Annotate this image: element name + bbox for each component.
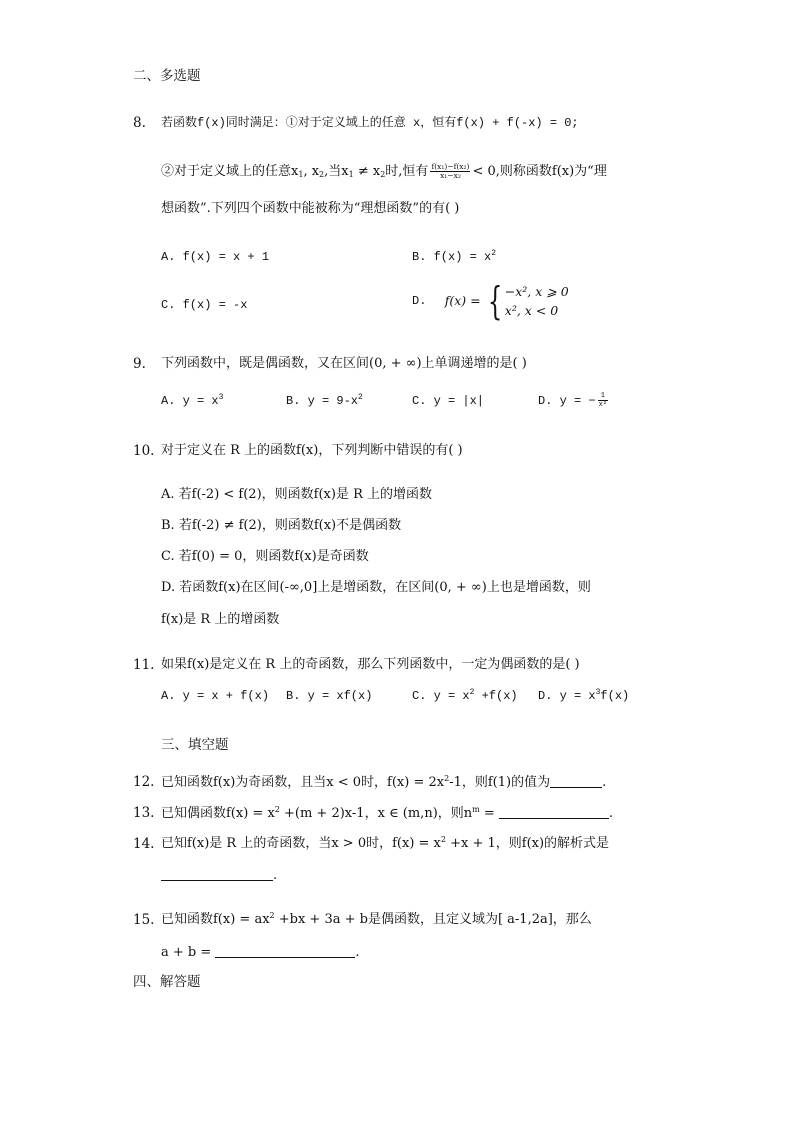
question-8-option-b[interactable]: [412, 248, 496, 266]
question-number-9: 9.: [133, 356, 146, 372]
question-11-option-a[interactable]: A. y = x + f(x): [161, 689, 270, 703]
q11-option-c-sup: 2: [469, 688, 475, 697]
q12-end: .: [602, 775, 607, 790]
question-number-14: 14.: [133, 836, 155, 852]
q8-option-b-text: B. f(x) = x: [412, 250, 492, 264]
piecewise-lhs: f(x) =: [444, 293, 481, 308]
question-8-option-d[interactable]: [412, 279, 569, 323]
left-brace-icon: {: [487, 279, 502, 323]
piecewise-case-2: x², x < 0: [504, 303, 559, 318]
question-9-option-d[interactable]: [538, 392, 610, 410]
question-11-option-c[interactable]: [412, 687, 518, 705]
q8-text-b: , x: [303, 164, 320, 179]
q9-option-b-sup: 2: [358, 393, 363, 402]
question-9-option-b[interactable]: [286, 392, 363, 410]
q11-option-c-text: C. y = x: [412, 689, 470, 703]
question-8-line-1-text: 若函数f(x)同时满足：①对于定义域上的任意 x，恒有f(x) + f(-x) = 0;: [161, 116, 579, 130]
question-9-stem: 下列函数中，既是偶函数，又在区间(0, + ∞)上单调递增的是( ): [161, 356, 527, 371]
answer-blank-15[interactable]: [215, 943, 355, 958]
q8-text-e: 时,恒有: [385, 164, 429, 179]
q14-text-a: 已知f(x)是 R 上的奇函数，当x > 0时，f(x) = x: [161, 836, 441, 851]
q8-sub-4: 2: [380, 170, 386, 179]
section-heading-multiple-choice: 二、多选题: [133, 68, 201, 84]
q8-option-b-sup: 2: [491, 249, 497, 258]
q11-option-d-text: D. y = x: [538, 689, 596, 703]
question-number-10: 10.: [133, 443, 155, 459]
question-number-15: 15.: [133, 912, 155, 928]
question-12-text: [161, 773, 606, 792]
question-8-line-3: 想函数”.下列四个函数中能被称为“理想函数”的有( ): [161, 201, 460, 216]
q8-sub-2: 2: [319, 170, 325, 179]
q9-option-d-numerator: 1: [598, 392, 608, 401]
q8-sub-3: 1: [348, 170, 354, 179]
question-number-8: 8.: [133, 115, 146, 131]
question-11-option-d[interactable]: [538, 687, 629, 705]
section-heading-solutions: 四、解答题: [133, 974, 201, 990]
question-15-answer-line: [161, 943, 360, 962]
q11-option-c-tail: +f(x): [474, 689, 518, 703]
q9-option-d-fraction: [598, 392, 608, 409]
q13-text-a: 已知偶函数f(x) = x: [161, 806, 275, 821]
q14-sup: 2: [440, 835, 446, 844]
question-14-answer-line: [161, 866, 277, 885]
q13-end: .: [608, 806, 614, 821]
question-10-option-d-line-1[interactable]: D. 若函数f(x)在区间(-∞,0]上是增函数，在区间(0, + ∞)上也是增函数，则: [161, 580, 591, 595]
question-8-option-c[interactable]: C. f(x) = -x: [161, 298, 248, 312]
q15-text-c: a + b =: [161, 945, 216, 960]
q9-option-d-text: D. y = −: [538, 394, 596, 408]
question-9-option-a[interactable]: [161, 392, 223, 410]
q9-option-a-sup: 3: [218, 393, 224, 402]
q13-text-b: +(m + 2)x-1，x ∈ (m,n)，则n: [279, 806, 473, 821]
question-number-11: 11.: [133, 657, 155, 673]
q13-sup-m: m: [472, 805, 480, 814]
q12-text-b: -1，则f(1)的值为: [449, 775, 551, 790]
question-14-text: [161, 835, 609, 853]
question-number-12: 12.: [133, 774, 155, 790]
question-number-13: 13.: [133, 805, 155, 821]
question-13-text: [161, 804, 613, 823]
q15-end: .: [355, 945, 360, 960]
q8-fraction-denominator: x₁−x₂: [440, 171, 461, 180]
q15-text-a: 已知函数f(x) = ax: [161, 912, 270, 927]
q12-text-a: 已知函数f(x)为奇函数，且当x < 0时，f(x) = 2x: [161, 775, 445, 790]
q8-fraction-numerator: f(x₁)−f(x₂): [431, 162, 470, 171]
q11-option-d-tail: f(x): [600, 689, 630, 703]
q14-text-b: +x + 1，则f(x)的解析式是: [445, 836, 610, 851]
q13-text-c: =: [479, 806, 499, 821]
question-10-option-a[interactable]: A. 若f(-2) < f(2)，则函数f(x)是 R 上的增函数: [161, 487, 432, 502]
question-9-option-c[interactable]: C. y = |x|: [412, 394, 485, 408]
question-8-option-a[interactable]: A. f(x) = x + 1: [161, 250, 270, 264]
piecewise-cases: [505, 282, 569, 320]
question-11-stem: 如果f(x)是定义在 R 上的奇函数，那么下列函数中，一定为偶函数的是( ): [161, 657, 580, 672]
piecewise-case-1: −x², x ⩾ 0: [504, 284, 569, 299]
q15-sup: 2: [269, 911, 275, 920]
piecewise-function: [444, 279, 569, 323]
answer-blank-12[interactable]: [550, 773, 602, 788]
q9-option-a-text: A. y = x: [161, 394, 219, 408]
answer-blank-14[interactable]: [161, 866, 273, 881]
q8-sub-1: 1: [298, 170, 304, 179]
q13-sup: 2: [274, 805, 280, 814]
question-10-option-c[interactable]: C. 若f(0) = 0，则函数f(x)是奇函数: [161, 549, 369, 564]
answer-blank-13[interactable]: [499, 804, 609, 819]
q8-option-d-label: D.: [412, 294, 427, 308]
question-10-option-d-line-2: f(x)是 R 上的增函数: [161, 612, 280, 627]
question-15-text: [161, 911, 592, 929]
question-11-option-b[interactable]: B. y = xf(x): [286, 689, 373, 703]
q8-fraction: [430, 163, 470, 180]
q8-text-a: ②对于定义域上的任意x: [161, 164, 299, 179]
q8-text-f: < 0,则称函数f(x)为“理: [472, 164, 607, 179]
question-10-option-b[interactable]: B. 若f(-2) ≠ f(2)，则函数f(x)不是偶函数: [161, 518, 402, 533]
q11-option-d-sup: 3: [595, 688, 601, 697]
q14-end: .: [273, 868, 278, 883]
question-8-line-1: [161, 114, 579, 132]
q15-text-b: +bx + 3a + b是偶函数，且定义域为[ a-1,2a]，那么: [274, 912, 592, 927]
question-10-stem: 对于定义在 R 上的函数f(x)，下列判断中错误的有( ): [161, 443, 463, 458]
q8-text-d: ≠ x: [353, 164, 381, 179]
q8-text-c: ,当x: [324, 164, 349, 179]
q12-sup: 2: [444, 774, 450, 783]
section-heading-fill-in: 三、填空题: [161, 737, 229, 753]
q9-option-d-denominator: x²: [598, 401, 608, 410]
q9-option-b-text: B. y = 9-x: [286, 394, 359, 408]
question-8-line-2: [161, 163, 607, 181]
